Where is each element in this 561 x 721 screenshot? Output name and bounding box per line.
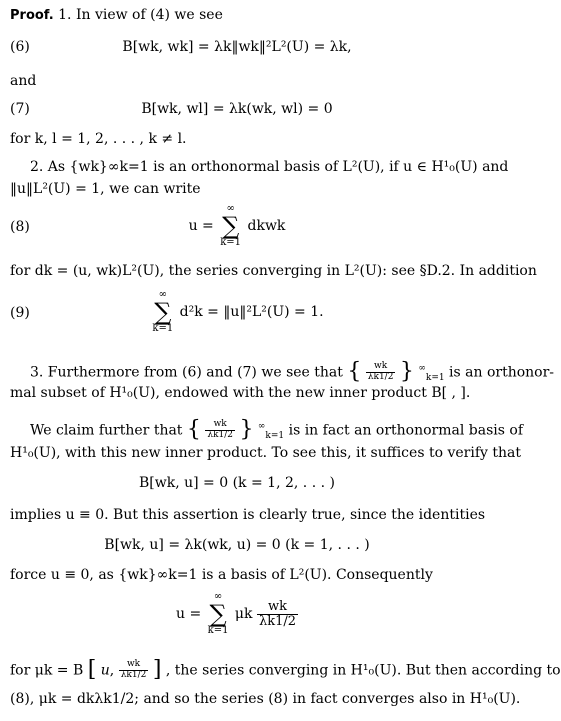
equation-9-body (0, 290, 474, 334)
claim-line-2: H¹₀(U), with this new inner product. To see this, it suffices to verify that (10, 445, 521, 461)
and-text: and (10, 73, 37, 89)
force-line: force u ≡ 0, as {wk}∞k=1 is a basis of L²(U). Consequently (10, 567, 433, 583)
step-1-text: 1. In view of (4) we see (58, 7, 223, 23)
sum-lower-limit: k=1 (220, 237, 242, 248)
fraction-wk-over-lambda (205, 420, 235, 440)
equation-9-rhs: d²k = ‖u‖²L²(U) = 1. (179, 304, 324, 320)
sum-upper-limit: ∞ (226, 203, 235, 214)
equation-7-body: B[wk, wl] = λk(wk, wl) = 0 (141, 101, 333, 117)
fraction-numerator: wk (205, 420, 235, 430)
implies-line: implies u ≡ 0. But this assertion is clearly true, since the identities (10, 507, 486, 523)
equation-6-body: B[wk, wk] = λk‖wk‖²L²(U) = λk, (122, 39, 352, 55)
equation-9-sum-symbol (152, 290, 173, 334)
equation-8-number: (8) (10, 219, 30, 235)
set-lower-index: k=1 (265, 431, 285, 442)
step-3-text-b: is an orthonor- (449, 364, 555, 381)
right-brace-icon: } (239, 417, 254, 442)
equation-8 (0, 204, 474, 254)
equation-bwu: B[wk, u] = 0 (k = 1, 2, . . . ) (139, 475, 335, 491)
proof-label: Proof. (10, 8, 54, 23)
equation-u-expansion-body (0, 592, 474, 636)
sum-upper-limit: ∞ (213, 591, 223, 602)
equation-7-number: (7) (10, 101, 30, 117)
step-2-line-2: ‖u‖L²(U) = 1, we can write (10, 181, 201, 197)
claim-text-b: is in fact an orthonormal basis of (288, 422, 524, 439)
equation-8-rhs: dkwk (247, 218, 286, 234)
dk-definition-line: for dk = (u, wk)L²(U), the series converging in L²(U): see §D.2. In addition (10, 263, 537, 279)
equation-8-lhs: u = (188, 218, 214, 234)
left-bracket-icon: [ (87, 657, 97, 682)
step-3-text-a: 3. Furthermore from (6) and (7) we see that (30, 364, 343, 381)
sigma-icon: ∑ (209, 600, 227, 628)
sum-lower-limit: k=1 (152, 323, 174, 334)
equation-9 (0, 290, 474, 340)
fraction-denominator: λk1/2 (120, 669, 147, 680)
set-lower-index: k=1 (425, 373, 445, 384)
sigma-icon: ∑ (154, 298, 172, 326)
equation-identities: B[wk, u] = λk(wk, u) = 0 (k = 1, . . . ) (104, 537, 370, 553)
equation-u-expansion (0, 592, 474, 644)
set-upper-index: ∞ (257, 421, 266, 432)
fraction-wk-over-lambda (257, 600, 298, 628)
equation-8-body (0, 204, 474, 248)
left-brace-icon: { (186, 417, 201, 442)
fraction-numerator: wk (366, 362, 396, 372)
step-3-line-2: mal subset of H¹₀(U), endowed with the new inner product B[ , ]. (10, 385, 471, 401)
step-3-line-1 (30, 358, 555, 387)
right-brace-icon: } (399, 359, 414, 384)
equation-7 (0, 100, 474, 122)
claim-text-a: We claim further that (30, 422, 183, 439)
equation-u-sum-symbol (208, 592, 229, 636)
proof-first-line (10, 6, 464, 25)
fraction-wk-over-lambda (366, 362, 396, 382)
equation-8-sum-symbol (220, 204, 241, 248)
equation-6 (0, 38, 474, 60)
condition-line: for k, l = 1, 2, . . . , k ≠ l. (10, 131, 187, 147)
fraction-numerator: wk (257, 600, 298, 615)
fraction-denominator: λk1/2 (258, 613, 296, 629)
final-line-2: (8), μk = dkλk1/2; and so the series (8) in fact converges also in H¹₀(U). (10, 691, 521, 707)
equation-u-lhs: u = (175, 606, 202, 622)
sigma-icon: ∑ (222, 212, 240, 240)
sum-upper-limit: ∞ (158, 289, 167, 300)
fraction-denominator: λk1/2 (367, 371, 394, 382)
step-2-line-1: 2. As {wk}∞k=1 is an orthonormal basis of L²(U), if u ∈ H¹₀(U) and (30, 159, 509, 175)
fraction-numerator: wk (119, 660, 149, 670)
set-upper-index: ∞ (418, 363, 426, 374)
final-text-b: , the series converging in H¹₀(U). But then according to (165, 662, 561, 679)
equation-6-number: (6) (10, 39, 30, 55)
right-bracket-icon: ] (152, 657, 162, 682)
equation-9-number: (9) (10, 305, 30, 321)
claim-line-1 (30, 416, 524, 445)
fraction-wk-over-lambda (119, 660, 149, 680)
equation-u-mu: μk (234, 606, 253, 622)
final-line-1: for μk = B [ u, $\frac{wk}{\lambda k1/2}$ ] , the series converging in H¹₀(U). But then according to (10, 657, 561, 682)
final-text-a: for μk = B (10, 662, 84, 679)
left-brace-icon: { (347, 359, 362, 384)
fraction-denominator: λk1/2 (207, 429, 233, 440)
sum-lower-limit: k=1 (207, 625, 229, 636)
